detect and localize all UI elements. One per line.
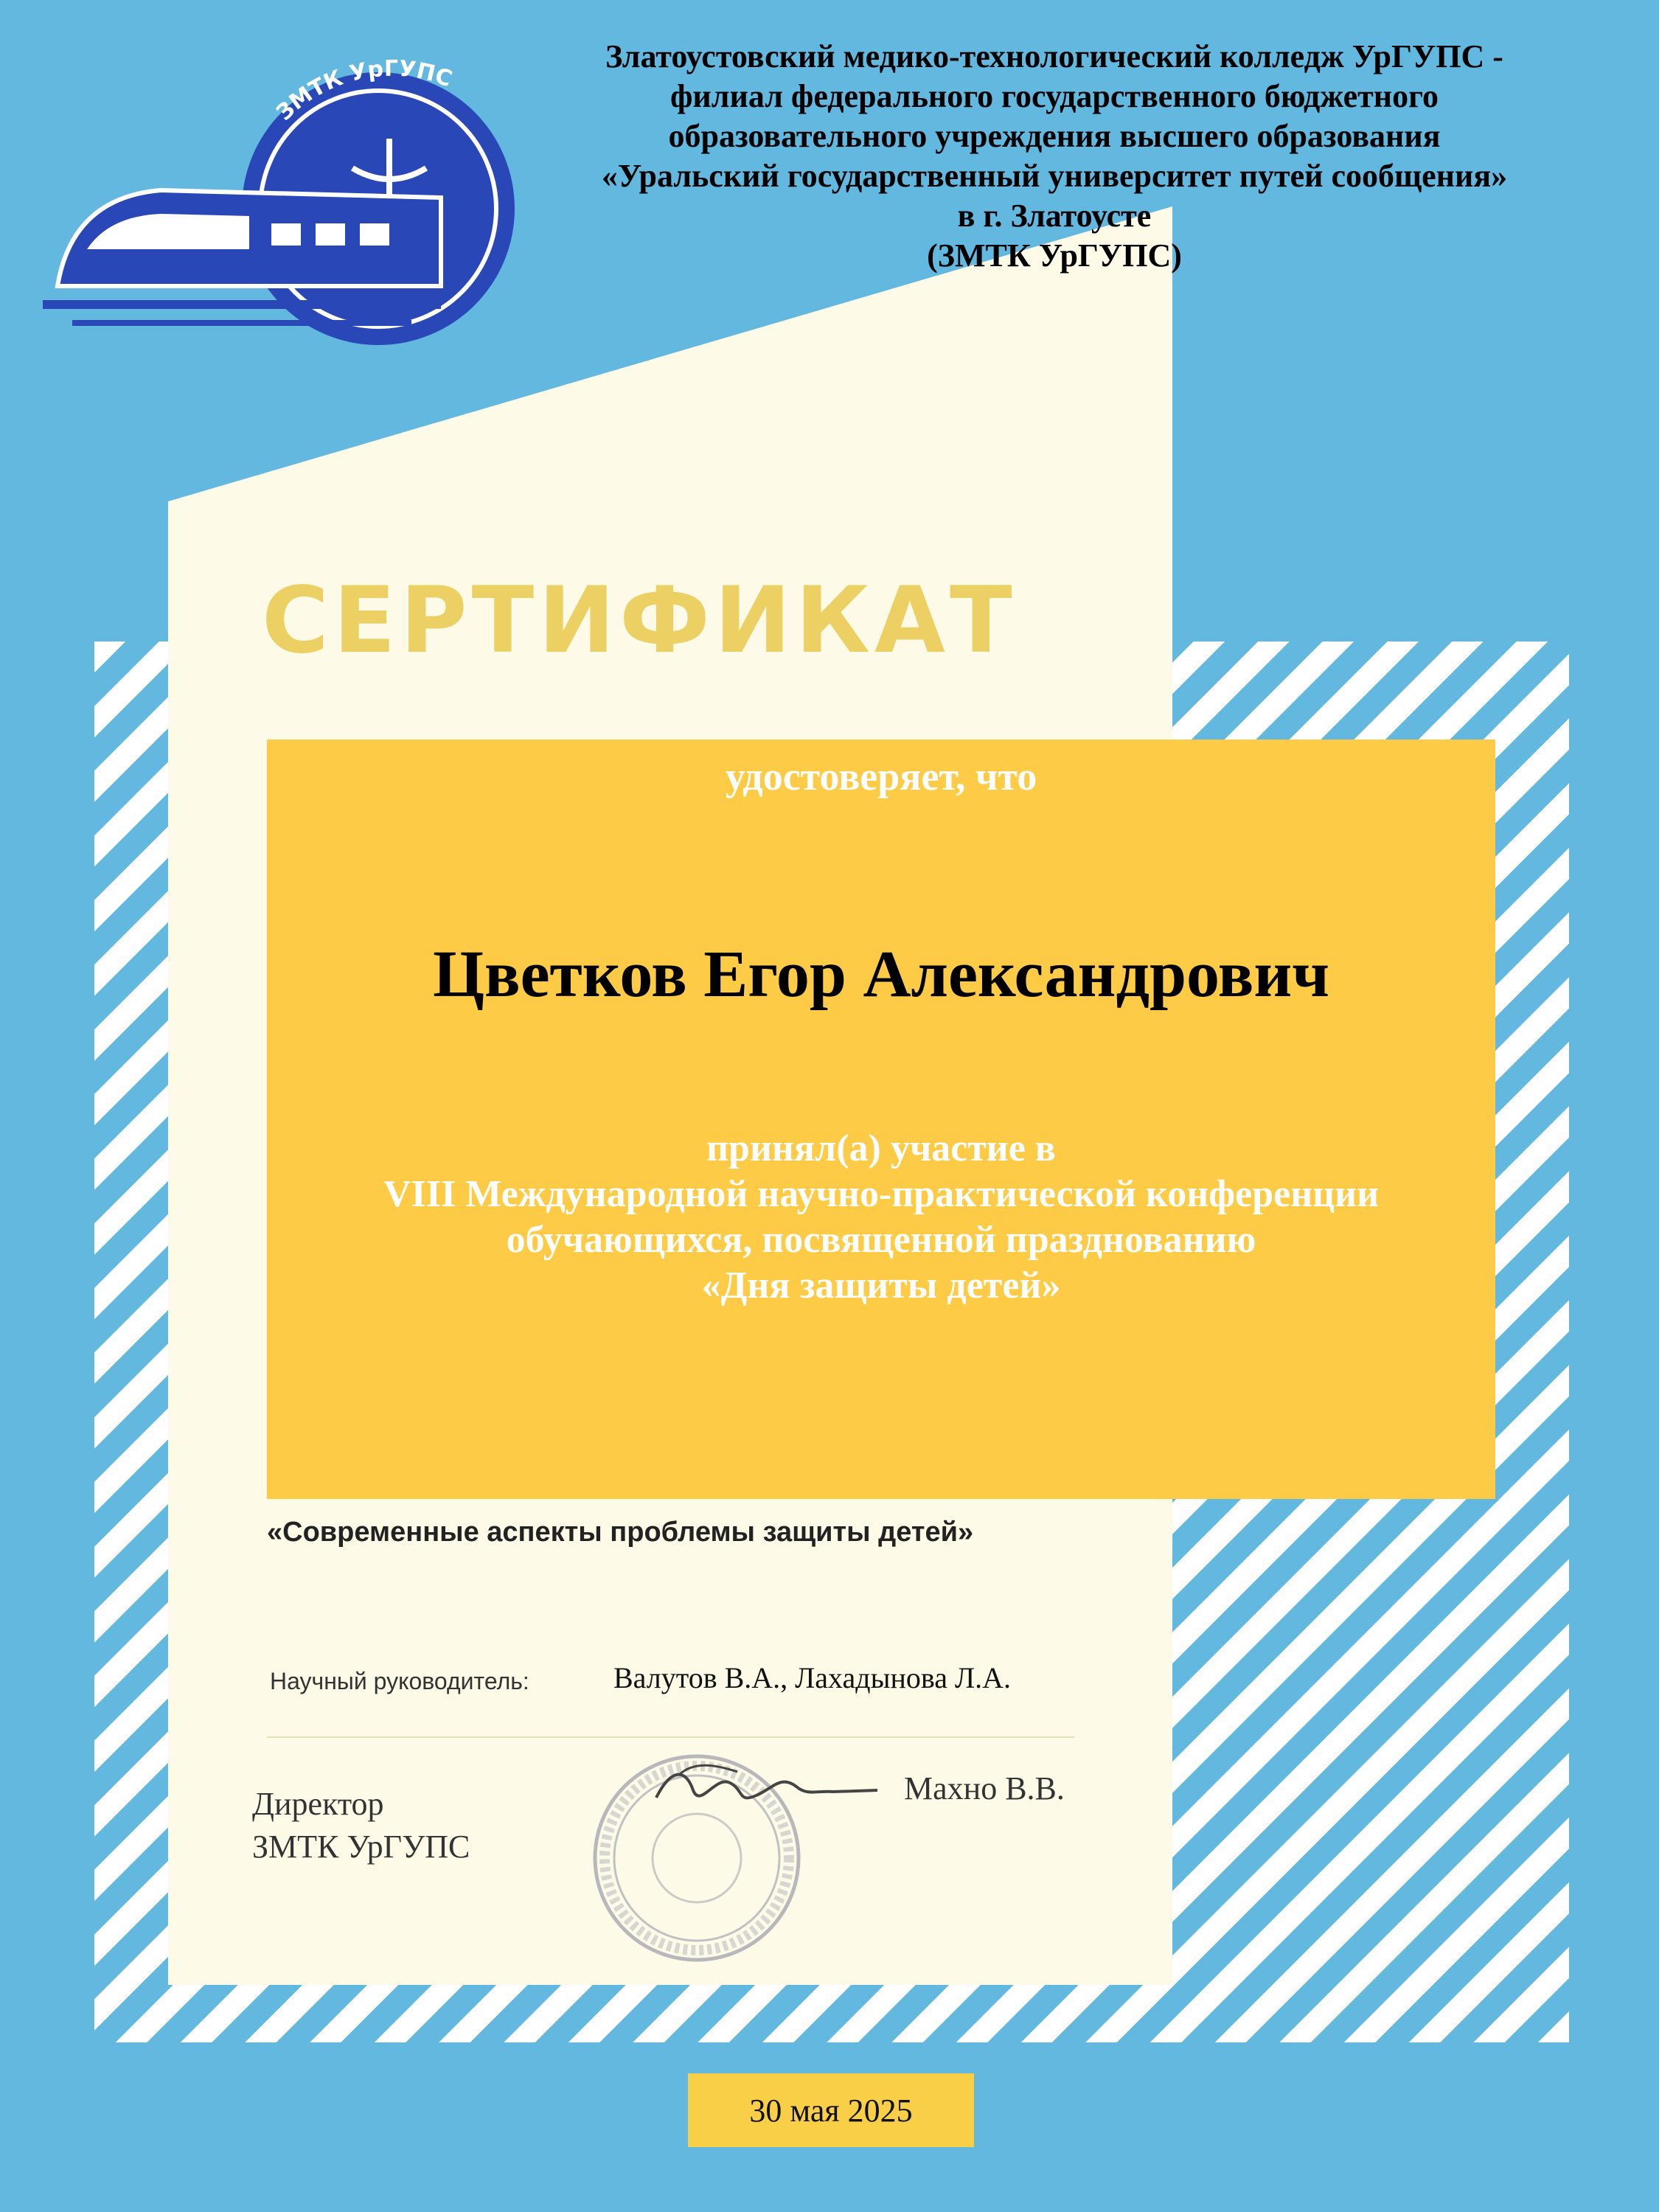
certificate-title: СЕРТИФИКАТ — [262, 568, 1017, 674]
header-line: филиал федерального государственного бюджетного — [669, 78, 1439, 114]
header-line: (ЗМТК УрГУПС) — [927, 237, 1182, 274]
date-badge — [688, 2073, 974, 2147]
participation-line: принял(а) участие в — [706, 1127, 1056, 1169]
participation-line: «Дня защиты детей» — [701, 1265, 1061, 1307]
supervisor-label: Научный руководитель: — [270, 1668, 529, 1694]
recipient-name: Цветков Егор Александрович — [432, 938, 1329, 1011]
certifies-text: удостоверяет, что — [725, 754, 1037, 799]
train-icon — [43, 190, 441, 323]
participation-line: обучающихся, посвященной празднованию — [506, 1219, 1256, 1261]
institution-header — [516, 37, 1593, 276]
director-name: Махно В.В. — [904, 1770, 1065, 1806]
director-title-line: ЗМТК УрГУПС — [252, 1829, 470, 1865]
certificate-date: 30 мая 2025 — [749, 2092, 913, 2129]
logo-text: ЗМТК УрГУПС — [271, 55, 456, 126]
header-line: в г. Златоусте — [957, 198, 1152, 234]
header-line: Златоустовский медико-технологический колледж УрГУПС - — [605, 38, 1503, 74]
director-signature — [649, 1753, 885, 1820]
college-logo — [28, 43, 544, 352]
director-title-line: Директор — [252, 1786, 384, 1822]
header-line: «Уральский государственный университет путей сообщения» — [601, 158, 1508, 194]
report-topic: «Современные аспекты проблемы защиты детей» — [267, 1517, 974, 1548]
divider — [267, 1736, 1074, 1738]
director-title — [252, 1783, 470, 1868]
yellow-panel — [267, 740, 1495, 1499]
header-line: образовательного учреждения высшего образования — [668, 118, 1441, 154]
supervisor-names: Валутов В.А., Лахадынова Л.А. — [613, 1661, 1012, 1694]
participation-line: VIII Международной научно-практической конференции — [383, 1173, 1380, 1215]
participation-text — [267, 1126, 1495, 1309]
